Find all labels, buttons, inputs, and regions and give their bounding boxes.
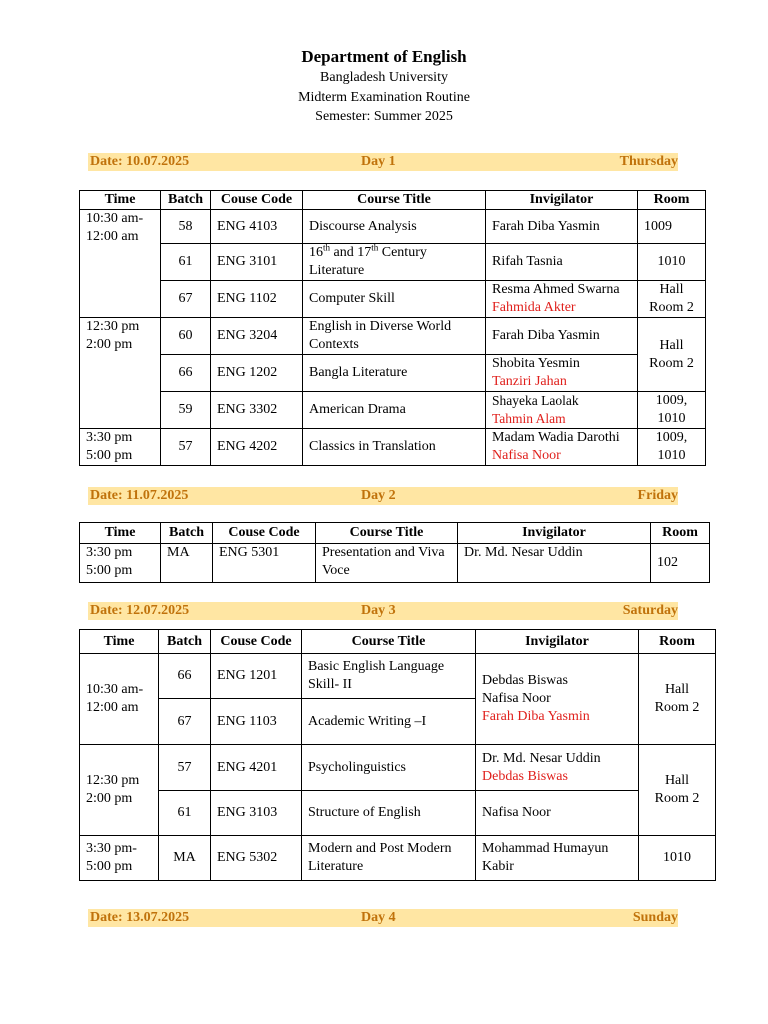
- course-code-cell: ENG 1103: [211, 699, 302, 745]
- invigilator-cell: Nafisa Noor: [476, 791, 639, 836]
- invigilator-name-secondary: Debdas Biswas: [482, 768, 568, 784]
- invigilator-cell: [486, 281, 638, 318]
- course-title-cell: Academic Writing –I: [302, 699, 476, 745]
- time-slot: 12:30 pm 2:00 pm: [80, 318, 161, 429]
- invigilator-name: Madam Wadia Darothi: [492, 430, 620, 445]
- course-code-cell: ENG 3101: [211, 244, 303, 281]
- table-row: [80, 429, 706, 466]
- day-date: Date: 12.07.2025: [90, 603, 190, 618]
- time-slot: 10:30 am- 12:00 am: [80, 654, 159, 745]
- time-slot: 3:30 pm 5:00 pm: [80, 429, 161, 466]
- day-band-3: [88, 602, 678, 620]
- course-code-cell: ENG 4202: [211, 429, 303, 466]
- course-code-cell: ENG 1202: [211, 355, 303, 392]
- day-date: Date: 10.07.2025: [90, 154, 190, 169]
- time-slot: 12:30 pm 2:00 pm: [80, 745, 159, 836]
- course-code-cell: ENG 3204: [211, 318, 303, 355]
- invigilator-name-secondary: Tanziri Jahan: [492, 374, 567, 389]
- room-cell: 1009, 1010: [638, 392, 706, 429]
- batch-cell: 66: [159, 654, 211, 699]
- day2-routine-table: [79, 522, 710, 583]
- batch-cell: MA: [159, 836, 211, 881]
- table-header-row: [80, 191, 706, 210]
- day-weekday: Saturday: [622, 603, 678, 618]
- course-code-cell: ENG 5302: [211, 836, 302, 881]
- course-title-cell: Basic English Language Skill- II: [302, 654, 476, 699]
- room-cell: 1010: [639, 836, 716, 881]
- day-weekday: Sunday: [632, 910, 678, 925]
- table-row: [80, 318, 706, 355]
- time-slot: 3:30 pm- 5:00 pm: [80, 836, 159, 881]
- col-title: Course Title: [303, 191, 486, 210]
- room-cell: 1010: [638, 244, 706, 281]
- invigilator-cell: [476, 654, 639, 745]
- col-code: Couse Code: [211, 191, 303, 210]
- day-weekday: Friday: [637, 488, 678, 503]
- table-row: [80, 836, 716, 881]
- day-band-4: [88, 909, 678, 927]
- day1-routine-table: [79, 190, 706, 466]
- table-row: [80, 281, 706, 318]
- time-slot: 10:30 am- 12:00 am: [80, 210, 161, 318]
- course-title-cell: Structure of English: [302, 791, 476, 836]
- invigilator-cell: [486, 392, 638, 429]
- department-title: Department of English: [301, 47, 467, 66]
- col-batch: Batch: [161, 191, 211, 210]
- invigilator-name-secondary: Nafisa Noor: [492, 448, 561, 463]
- batch-cell: 57: [161, 429, 211, 466]
- col-code: Couse Code: [213, 523, 316, 544]
- course-title-cell: Computer Skill: [303, 281, 486, 318]
- col-time: Time: [80, 191, 161, 210]
- course-code-cell: ENG 5301: [213, 544, 316, 583]
- routine-title: Midterm Examination Routine: [298, 89, 470, 105]
- course-title-cell: Modern and Post Modern Literature: [302, 836, 476, 881]
- batch-cell: 67: [159, 699, 211, 745]
- course-title-cell: Bangla Literature: [303, 355, 486, 392]
- batch-cell: 59: [161, 392, 211, 429]
- col-time: Time: [80, 523, 161, 544]
- invigilator-cell: Rifah Tasnia: [486, 244, 638, 281]
- day-band-2: [88, 487, 678, 505]
- col-room: Room: [651, 523, 710, 544]
- day3-routine-table: [79, 629, 716, 881]
- batch-cell: 61: [161, 244, 211, 281]
- course-code-cell: ENG 1102: [211, 281, 303, 318]
- course-code-cell: ENG 4103: [211, 210, 303, 244]
- table-header-row: [80, 630, 716, 654]
- course-code-cell: ENG 4201: [211, 745, 302, 791]
- batch-cell: 66: [161, 355, 211, 392]
- table-row: [80, 654, 716, 699]
- day-date: Date: 11.07.2025: [90, 488, 189, 503]
- col-invigilator: Invigilator: [486, 191, 638, 210]
- batch-cell: 61: [159, 791, 211, 836]
- col-batch: Batch: [159, 630, 211, 654]
- batch-cell: MA: [161, 544, 213, 583]
- course-title-cell: [303, 244, 486, 281]
- course-code-cell: ENG 1201: [211, 654, 302, 699]
- col-batch: Batch: [161, 523, 213, 544]
- col-code: Couse Code: [211, 630, 302, 654]
- day-number: Day 4: [361, 910, 396, 925]
- invigilator-cell: Farah Diba Yasmin: [486, 210, 638, 244]
- course-title-cell: Psycholinguistics: [302, 745, 476, 791]
- invigilator-name-secondary: Farah Diba Yasmin: [482, 709, 590, 724]
- course-code-cell: ENG 3302: [211, 392, 303, 429]
- title-part: and 17: [330, 245, 372, 260]
- day-number: Day 1: [361, 154, 396, 169]
- invigilator-name: Dr. Md. Nesar Uddin: [482, 750, 601, 766]
- title-part: Century Literature: [309, 245, 427, 278]
- day-date: Date: 13.07.2025: [90, 910, 190, 925]
- room-cell: Hall Room 2: [638, 318, 706, 392]
- batch-cell: 57: [159, 745, 211, 791]
- room-cell: Hall Room 2: [638, 281, 706, 318]
- invigilator-name: Debdas Biswas Nafisa Noor: [482, 673, 568, 706]
- course-title-cell: Presentation and Viva Voce: [316, 544, 458, 583]
- title-superscript: th: [323, 242, 331, 253]
- batch-cell: 67: [161, 281, 211, 318]
- course-title-cell: Discourse Analysis: [303, 210, 486, 244]
- invigilator-cell: [486, 355, 638, 392]
- invigilator-name: Shobita Yesmin: [492, 356, 580, 371]
- col-title: Course Title: [302, 630, 476, 654]
- invigilator-cell: Dr. Md. Nesar Uddin: [458, 544, 651, 583]
- table-row: [80, 392, 706, 429]
- invigilator-name-secondary: Fahmida Akter: [492, 300, 576, 315]
- room-cell: 102: [651, 544, 710, 583]
- day-weekday: Thursday: [619, 154, 678, 169]
- table-row: [80, 745, 716, 791]
- course-code-cell: ENG 3103: [211, 791, 302, 836]
- room-cell: Hall Room 2: [639, 654, 716, 745]
- col-room: Room: [638, 191, 706, 210]
- university-name: Bangladesh University: [320, 70, 448, 85]
- day-number: Day 3: [361, 603, 396, 618]
- invigilator-cell: Farah Diba Yasmin: [486, 318, 638, 355]
- col-invigilator: Invigilator: [476, 630, 639, 654]
- title-superscript: th: [371, 242, 379, 253]
- table-row: [80, 791, 716, 836]
- invigilator-name: Shayeka Laolak: [492, 393, 579, 408]
- room-cell: 1009, 1010: [638, 429, 706, 466]
- table-row: [80, 544, 710, 583]
- invigilator-cell: [476, 745, 639, 791]
- day-number: Day 2: [361, 488, 396, 503]
- col-room: Room: [639, 630, 716, 654]
- batch-cell: 60: [161, 318, 211, 355]
- table-header-row: [80, 523, 710, 544]
- room-cell: 1009: [638, 210, 706, 244]
- semester-label: Semester: Summer 2025: [315, 109, 453, 124]
- table-row: [80, 355, 706, 392]
- col-title: Course Title: [316, 523, 458, 544]
- day-band-1: [88, 153, 678, 171]
- invigilator-name-secondary: Tahmin Alam: [492, 411, 566, 426]
- invigilator-cell: [486, 429, 638, 466]
- batch-cell: 58: [161, 210, 211, 244]
- invigilator-cell: Mohammad Humayun Kabir: [476, 836, 639, 881]
- table-row: [80, 210, 706, 244]
- course-title-cell: American Drama: [303, 392, 486, 429]
- course-title-cell: English in Diverse World Contexts: [303, 318, 486, 355]
- col-time: Time: [80, 630, 159, 654]
- room-cell: Hall Room 2: [639, 745, 716, 836]
- col-invigilator: Invigilator: [458, 523, 651, 544]
- time-slot: 3:30 pm 5:00 pm: [80, 544, 161, 583]
- title-part: 16: [309, 245, 323, 260]
- course-title-cell: Classics in Translation: [303, 429, 486, 466]
- invigilator-name: Resma Ahmed Swarna: [492, 282, 620, 297]
- document-header: [0, 46, 768, 127]
- table-row: [80, 244, 706, 281]
